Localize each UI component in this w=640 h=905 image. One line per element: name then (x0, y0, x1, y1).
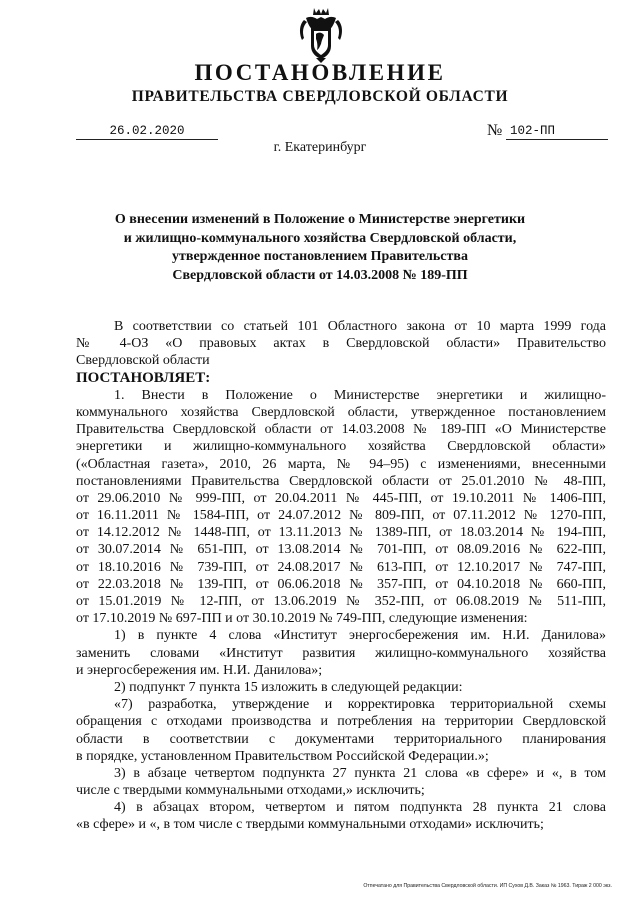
body-line: обращения с отходами производства и потребления на территории Свердловской (76, 714, 606, 730)
body-line: 4) в абзацах втором, четвертом и пятом подпункта 28 пункта 21 слова (114, 800, 606, 816)
heading-line: О внесении изменений в Положение о Министерстве энергетики (114, 212, 526, 227)
body-line: № 4-ОЗ «О правовых актах в Свердловской области» Правительство (76, 336, 606, 352)
document-subtitle: ПРАВИТЕЛЬСТВА СВЕРДЛОВСКОЙ ОБЛАСТИ (131, 88, 509, 105)
heading-line: утвержденное постановлением Правительства (172, 249, 468, 265)
body-line: энергетики и жилищно-коммунального хозяйства Свердловской области» (76, 439, 606, 455)
coat-of-arms-icon (296, 6, 346, 64)
heading-line: Свердловской области от 14.03.2008 № 189-ПП (172, 267, 468, 283)
document-heading (90, 211, 550, 285)
heading-line: и жилищно-коммунального хозяйства Свердловской области, (123, 230, 517, 246)
body-line: от 29.06.2010 № 999-ПП, от 20.04.2011 № 445-ПП, от 19.10.2011 № 1406-ПП, (76, 490, 606, 506)
print-footer: Отпечатано для Правительства Свердловской области. ИП Сухов Д.В. Заказ № 1963. Тираж 2 000 экз. (363, 883, 612, 889)
body-line: «в сфере» и «, в том числе с твердыми коммунальными отходами» исключить; (76, 817, 544, 833)
body-line: 1) в пункте 4 слова «Институт энергосбережения им. Н.И. Данилова» (114, 628, 606, 644)
resolution-word: ПОСТАНОВЛЯЕТ: (76, 369, 211, 386)
document-date: 26.02.2020 (76, 124, 218, 140)
body-line: от 14.12.2012 № 1448-ПП, от 13.11.2013 № 1389-ПП, от 18.03.2014 № 194-ПП, (76, 525, 606, 541)
body-line: области в соответствии с документами территориального планирования (76, 731, 606, 747)
body-line: постановлениями Правительства Свердловской области от 25.01.2010 № 48-ПП, (76, 473, 606, 489)
body-line: 3) в абзаце четвертом подпункта 27 пункта 21 слова «в сфере» и «, в том (114, 765, 606, 781)
body-line: 2) подпункт 7 пункта 15 изложить в следующей редакции: (114, 679, 463, 695)
body-line: от 30.07.2014 № 651-ПП, от 13.08.2014 № 701-ПП, от 08.09.2016 № 622-ПП, (76, 542, 606, 558)
document-title: ПОСТАНОВЛЕНИЕ (194, 60, 446, 85)
document-city: г. Екатеринбург (273, 140, 367, 155)
body-line: и энергосбережения им. Н.И. Данилова»; (76, 662, 323, 678)
body-line: от 15.01.2019 № 12-ПП, от 13.06.2019 № 352-ПП, от 06.08.2019 № 511-ПП, (76, 594, 606, 609)
body-line: («Областная газета», 2010, 26 марта, № 94–95) с изменениями, внесенными (76, 456, 606, 472)
body-line: коммунального хозяйства Свердловской области, утвержденное постановлением (76, 404, 606, 420)
body-line: заменить словами «Институт развития жилищно-коммунального хозяйства (76, 645, 606, 661)
body-line: В соответствии со статьей 101 Областного закона от 10 марта 1999 года (114, 319, 606, 334)
document-number-label: № (487, 122, 503, 139)
body-line: числе с твердыми коммунальными отходами,» исключить; (76, 783, 425, 799)
document-number: 102-ПП (506, 124, 608, 140)
body-line: «7) разработка, утверждение и корректировка территориальной схемы (114, 697, 606, 713)
body-line: Правительства Свердловской области от 14.03.2008 № 189-ПП «О Министерстве (76, 422, 606, 438)
body-line: от 17.10.2019 № 697-ПП и от 30.10.2019 № 749-ПП, следующие изменения: (76, 611, 528, 627)
body-line: Свердловской области (76, 353, 210, 369)
body-line: 1. Внести в Положение о Министерстве энергетики и жилищно- (114, 387, 606, 403)
body-line: от 16.11.2011 № 1584-ПП, от 24.07.2012 № 809-ПП, от 07.11.2012 № 1270-ПП, (76, 508, 606, 524)
body-line: от 18.10.2016 № 739-ПП, от 24.08.2017 № 613-ПП, от 12.10.2017 № 747-ПП, (76, 559, 606, 575)
document-body (76, 318, 606, 834)
body-line: от 22.03.2018 № 139-ПП, от 06.06.2018 № 357-ПП, от 04.10.2018 № 660-ПП, (76, 576, 606, 592)
body-line: в порядке, установленном Правительством Российской Федерации.»; (76, 748, 489, 764)
